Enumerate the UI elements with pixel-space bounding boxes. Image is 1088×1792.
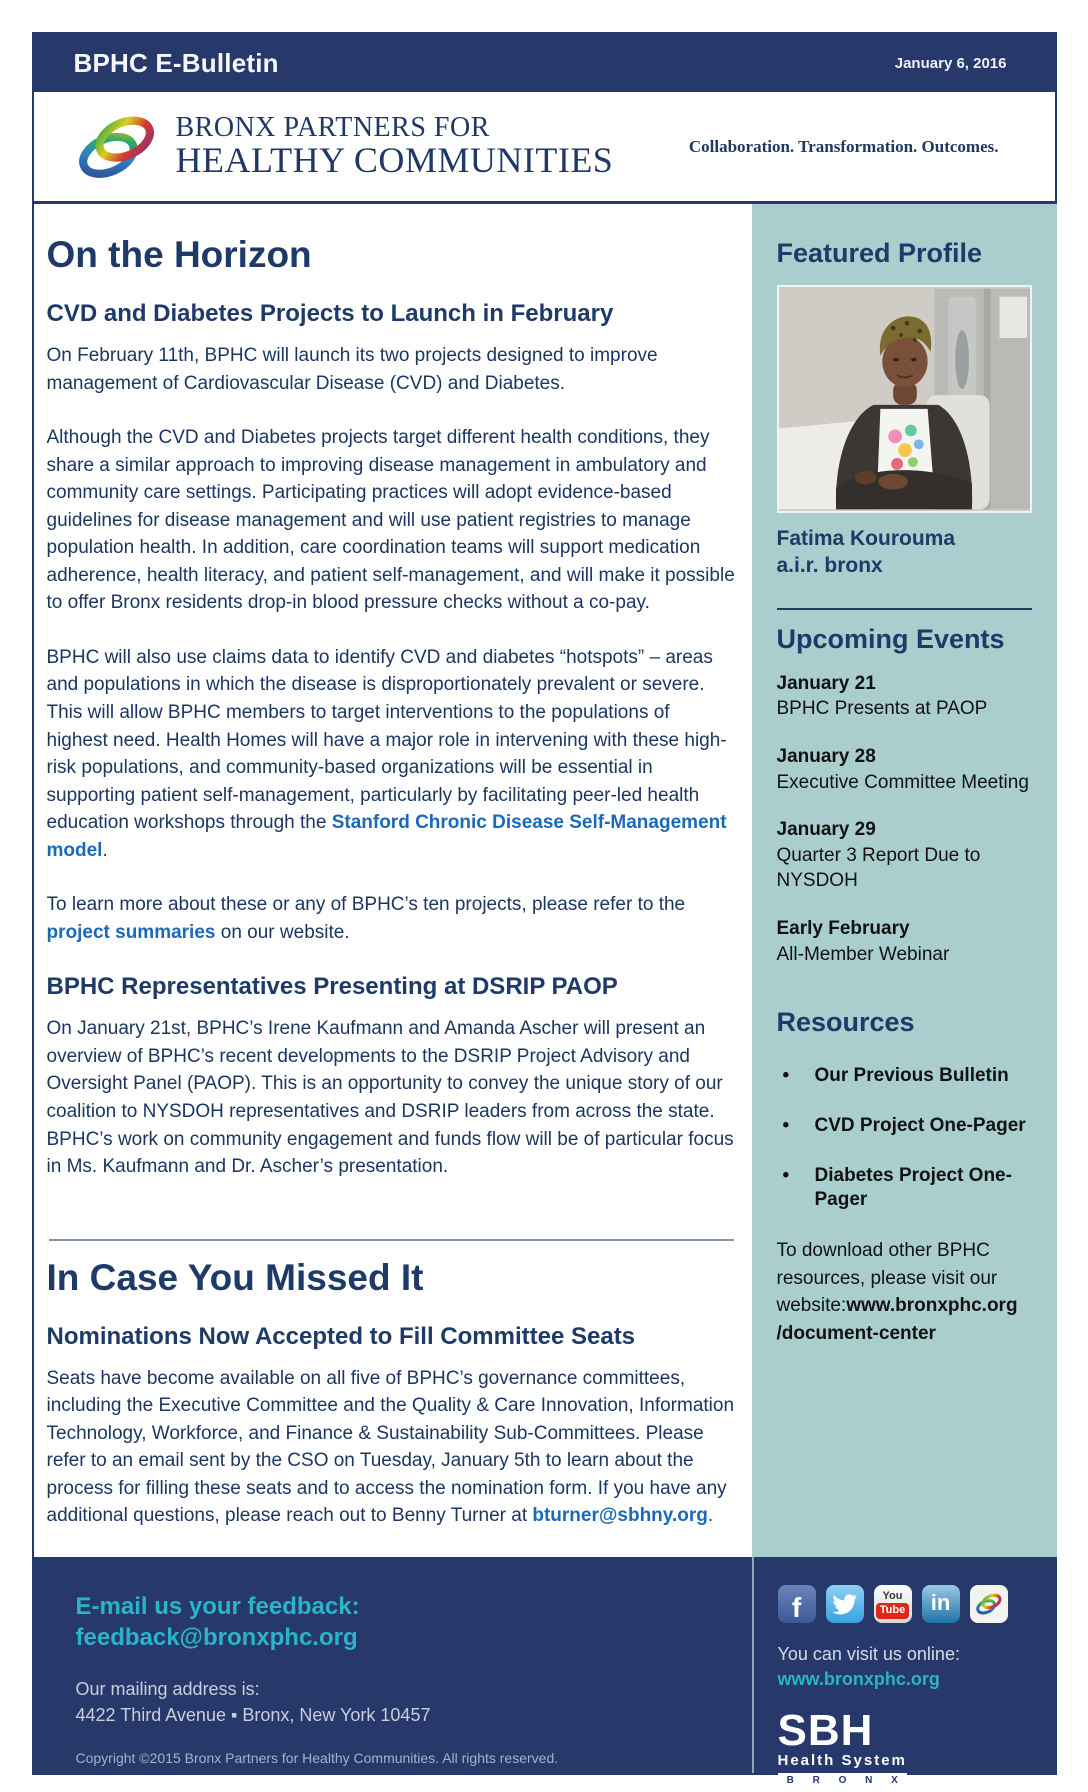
facebook-icon[interactable] [778,1585,816,1623]
event-description: All-Member Webinar [776,943,950,965]
twitter-icon[interactable] [826,1585,864,1623]
section-title-on-the-horizon: On the Horizon [46,234,312,275]
event-description: Quarter 3 Report Due to NYSDOH [776,844,981,892]
text-segment: on our website. [215,921,350,943]
linkedin-glyph: in [930,1589,951,1615]
sidebar-divider [777,608,1032,610]
mailing-address: 4422 Third Avenue ▪ Bronx, New York 10457 [75,1704,431,1725]
sidebar [752,204,1057,1557]
inline-link[interactable]: project summaries [46,921,216,943]
text-segment: Although the CVD and Diabetes projects target different health conditions, they share a similar approach to improving disease management in ambulatory and community care settings. Participating practices will adopt evidence-based guidelines for disease management and will use patient registries to manage population health. In addition, care coordination teams will support medication adherence, health literacy, and patient self-management, and will make it possible to offer Bronx residents drop-in blood pressure checks without a co-pay. [46,427,735,614]
event-date: Early February [776,918,910,940]
facebook-glyph: f [791,1591,802,1623]
youtube-glyph-top: You [882,1590,903,1603]
paragraph [47,1015,736,1180]
visit-online-label: You can visit us online: [777,1643,960,1664]
event-description: Executive Committee Meeting [776,771,1029,793]
mailing-label: Our mailing address is: [75,1679,260,1700]
masthead-title: BPHC E-Bulletin [73,47,279,78]
masthead-date: January 6, 2016 [894,54,1007,72]
sbh-logo-text: SBH [777,1706,874,1756]
featured-profile-photo [777,285,1032,513]
paragraph [47,1365,736,1530]
paragraph [47,891,736,946]
section-title-in-case-you-missed-it: In Case You Missed It [46,1256,424,1298]
sidebar-title-upcoming-events: Upcoming Events [776,623,1005,654]
youtube-glyph-bottom: Tube [876,1603,909,1619]
article-heading-cvd-diabetes: CVD and Diabetes Projects to Launch in February [46,300,614,327]
bphc-mini-rings [974,1592,1004,1616]
brand-bar [34,92,1055,204]
text-segment: . [707,1505,714,1527]
bphc-rings-icon[interactable] [970,1585,1008,1623]
resource-list [777,1064,1032,1211]
sbh-logo-subtext: Health System [777,1752,907,1770]
resource-link-diabetes-one-pager[interactable]: • Diabetes Project One-Pager [777,1164,1032,1212]
brand-tagline: Collaboration. Transformation. Outcomes. [688,136,999,156]
text-segment: BPHC will also use claims data to identify CVD and diabetes “hotspots” – areas and populations in which the disease is disproportionately prevalent or severe. This will allow BPHC members to target interventions to the populations of highest need. Health Homes will have a major role in intervening with these high-risk populations, and community-based organizations will be essential in supporting patient self-management, particularly by facilitating peer-led health education workshops through the [46,646,727,834]
feedback-label: E-mail us your feedback: [75,1592,360,1620]
website-link[interactable]: www.bronxphc.org [777,1669,940,1690]
article-heading-nominations: Nominations Now Accepted to Fill Committee Seats [46,1322,636,1350]
paragraph [47,424,736,617]
social-icons-row [778,1585,1055,1623]
inline-link[interactable]: bturner@sbhny.org [532,1505,708,1527]
featured-profile-name: Fatima Kourouma [776,527,956,550]
footer [34,1557,1055,1787]
sidebar-title-resources: Resources [776,1007,915,1038]
event-date: January 29 [776,819,876,841]
content-row [34,204,1055,1557]
linkedin-icon[interactable] [922,1585,960,1623]
paragraph [47,644,736,864]
resource-note [777,1237,1032,1347]
inline-link[interactable]: Stanford Chronic Disease Self-Management model [46,812,727,861]
event-item [777,817,1032,894]
text-segment: To learn more about these or any of BPHC’s ten projects, please refer to the [46,894,686,916]
resource-link-previous-bulletin[interactable]: • Our Previous Bulletin [777,1064,1032,1088]
text-segment: Seats have become available on all five of BPHC’s governance committees, including the Executive Committee and the Quality & Care Innovation, Information Technology, Workforce, and Finance & Sustainability Sub-Committees. Please refer to an email sent by the CSO on Tuesday, January 5th to learn about the process for filling these seats and to access the nomination form. If you have any additional questions, please reach out to Benny Turner at [46,1367,735,1527]
event-item [777,744,1032,795]
event-item [777,671,1032,722]
brand-name [176,113,614,180]
events-list [777,671,1032,968]
masthead [34,34,1055,92]
text-segment: On January 21st, BPHC’s Irene Kaufmann and Amanda Ascher will present an overview of BPHC’s recent developments to the DSRIP Project Advisory and Oversight Panel (PAOP). This is an opportunity to convey the unique story of our coalition to NYSDOH representatives and DSRIP leaders from across the state. BPHC’s work on community engagement and funds flow will be of particular focus in Ms. Kaufmann and Dr. Ascher’s presentation. [46,1018,734,1178]
text-segment: . [102,839,108,861]
text-segment: www.bronxphc.org /document-center [776,1295,1018,1344]
featured-profile-org: a.i.r. bronx [776,554,883,578]
bphc-rings-logo-icon [72,113,162,181]
text-segment: On February 11th, BPHC will launch its two projects designed to improve management of Cardiovascular Disease (CVD) and Diabetes. [46,345,658,394]
bulletin-container [32,32,1057,1787]
section-divider [49,1239,734,1241]
sidebar-title-featured-profile: Featured Profile [776,238,983,268]
sbh-logo-bronx-bar: B R O N X [778,1773,907,1788]
sbh-health-system-logo [777,1706,907,1788]
event-description: BPHC Presents at PAOP [776,698,988,720]
footer-left [34,1557,752,1773]
event-date: January 21 [776,672,876,694]
twitter-bird-icon [832,1591,858,1617]
brand-name-line1: BRONX PARTNERS FOR [175,112,490,144]
resource-link-cvd-one-pager[interactable]: • CVD Project One-Pager [777,1114,1032,1138]
text-segment: To download other BPHC resources, please visit our website: [776,1240,998,1317]
article-heading-dsrip-paop: BPHC Representatives Presenting at DSRIP PAOP [46,973,618,1001]
main-column [34,204,752,1557]
paragraph [47,342,736,397]
youtube-icon[interactable] [874,1585,912,1623]
event-item [777,916,1032,967]
feedback-email-link[interactable]: feedback@bronxphc.org [75,1624,358,1652]
event-date: January 28 [776,745,876,767]
footer-right [752,1557,1055,1787]
copyright-text: Copyright ©2015 Bronx Partners for Healthy Communities. All rights reserved. [75,1749,559,1766]
brand-name-line2: HEALTHY COMMUNITIES [175,140,614,181]
